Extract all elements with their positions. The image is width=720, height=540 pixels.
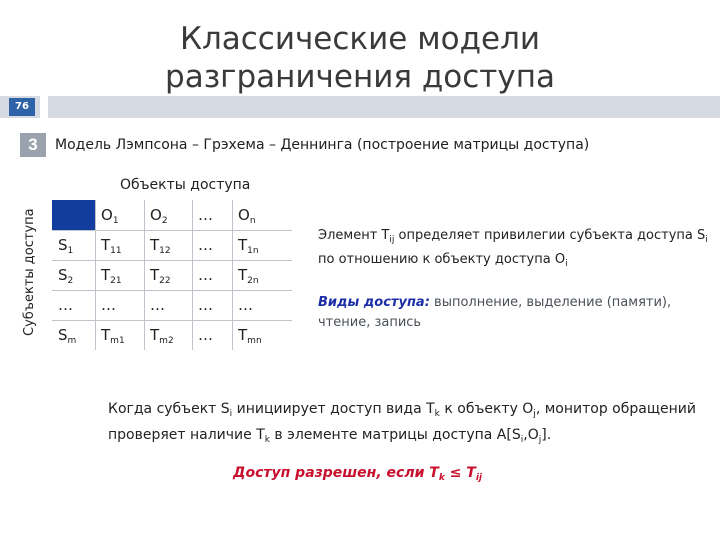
cell-symbol: … bbox=[198, 266, 213, 284]
note-subscript: ij bbox=[389, 235, 395, 245]
section-number-badge: 3 bbox=[20, 133, 46, 157]
cell-symbol: O bbox=[101, 206, 113, 224]
matrix-cell bbox=[238, 230, 259, 260]
matrix-cell bbox=[101, 230, 122, 260]
matrix-header-object bbox=[238, 200, 256, 230]
condition-text: Доступ разрешен, если T bbox=[233, 465, 439, 481]
matrix-row-subject bbox=[58, 260, 73, 290]
cell-symbol: T bbox=[101, 236, 111, 254]
cell-symbol: … bbox=[198, 206, 213, 224]
slide-title-line-2: разграничения доступа bbox=[165, 59, 555, 95]
matrix-cell bbox=[238, 260, 259, 290]
cell-symbol: … bbox=[198, 236, 213, 254]
cell-symbol: T bbox=[238, 266, 248, 284]
matrix-row-divider bbox=[52, 260, 292, 261]
paragraph-text: в элементе матрицы доступа A[S bbox=[269, 427, 521, 443]
access-matrix bbox=[52, 200, 292, 350]
condition-subscript: ij bbox=[475, 473, 483, 483]
matrix-row-subject bbox=[58, 320, 76, 350]
cell-symbol: … bbox=[58, 296, 73, 314]
cell-symbol: … bbox=[198, 296, 213, 314]
cell-index: mn bbox=[247, 336, 262, 346]
cell-index: 1n bbox=[247, 246, 259, 256]
paragraph-subscript: k bbox=[434, 409, 440, 419]
matrix-header-object bbox=[150, 200, 168, 230]
matrix-cell bbox=[150, 230, 171, 260]
matrix-row-divider bbox=[52, 230, 292, 231]
cell-symbol: O bbox=[150, 206, 162, 224]
matrix-column-divider bbox=[192, 200, 193, 350]
matrix-row-divider bbox=[52, 320, 292, 321]
note-text: Элемент T bbox=[318, 228, 390, 243]
paragraph-subscript: k bbox=[264, 435, 270, 445]
matrix-cell bbox=[198, 230, 213, 260]
matrix-column-divider bbox=[95, 200, 96, 350]
paragraph-text: к объекту O bbox=[439, 401, 534, 417]
paragraph-text: Когда субъект S bbox=[108, 401, 230, 417]
paragraph-subscript: j bbox=[533, 409, 536, 419]
objects-axis-label: Объекты доступа bbox=[120, 177, 251, 193]
cell-index: 2 bbox=[161, 216, 168, 226]
matrix-cell bbox=[198, 290, 213, 320]
cell-index: 1 bbox=[112, 216, 119, 226]
subjects-axis-label: Субъекты доступа bbox=[22, 208, 37, 336]
condition-subscript: k bbox=[438, 473, 445, 483]
condition-text: ≤ T bbox=[444, 465, 476, 481]
matrix-cell bbox=[238, 320, 262, 350]
matrix-cell bbox=[101, 290, 116, 320]
cell-symbol: T bbox=[101, 326, 111, 344]
matrix-cell bbox=[101, 260, 122, 290]
slide-number: 76 bbox=[9, 98, 35, 116]
note-text: определяет привилегии субъекта доступа S bbox=[394, 228, 706, 243]
cell-index: m2 bbox=[159, 336, 174, 346]
cell-symbol: T bbox=[150, 236, 160, 254]
monitor-paragraph bbox=[108, 399, 708, 451]
matrix-cell bbox=[150, 260, 171, 290]
paragraph-subscript: i bbox=[520, 435, 524, 445]
access-types-note bbox=[318, 293, 718, 333]
matrix-cell bbox=[198, 260, 213, 290]
section-subtitle: Модель Лэмпсона – Грэхема – Деннинга (построение матрицы доступа) bbox=[55, 137, 590, 153]
cell-symbol: S bbox=[58, 326, 68, 344]
note-subscript: i bbox=[705, 235, 708, 245]
cell-symbol: … bbox=[238, 296, 253, 314]
access-types-list: выполнение, выделение (памяти), чтение, запись bbox=[318, 295, 672, 330]
paragraph-text: ,O bbox=[523, 427, 539, 443]
cell-symbol: T bbox=[150, 326, 160, 344]
cell-index: 2 bbox=[67, 276, 74, 286]
matrix-row-subject bbox=[58, 230, 73, 260]
matrix-header-object bbox=[198, 200, 213, 230]
cell-index: m1 bbox=[110, 336, 125, 346]
cell-index: 11 bbox=[110, 246, 122, 256]
cell-index: m bbox=[67, 336, 77, 346]
matrix-cell bbox=[238, 290, 253, 320]
cell-index: 12 bbox=[159, 246, 171, 256]
cell-index: 21 bbox=[110, 276, 122, 286]
matrix-column-divider bbox=[144, 200, 145, 350]
cell-symbol: S bbox=[58, 236, 68, 254]
cell-index: n bbox=[249, 216, 256, 226]
matrix-cell bbox=[150, 320, 174, 350]
cell-index: 22 bbox=[159, 276, 171, 286]
cell-index: 1 bbox=[67, 246, 74, 256]
paragraph-subscript: j bbox=[538, 435, 542, 445]
cell-symbol: T bbox=[238, 236, 248, 254]
cell-symbol: T bbox=[238, 326, 248, 344]
paragraph-text: ]. bbox=[541, 427, 552, 443]
cell-symbol: T bbox=[101, 266, 111, 284]
matrix-header-object bbox=[101, 200, 119, 230]
element-definition-note bbox=[318, 226, 718, 274]
cell-index: 2n bbox=[247, 276, 259, 286]
cell-symbol: T bbox=[150, 266, 160, 284]
access-types-heading: Виды доступа: bbox=[318, 295, 430, 310]
paragraph-subscript: i bbox=[229, 409, 233, 419]
cell-symbol: O bbox=[238, 206, 250, 224]
note-text: по отношению к объекту доступа O bbox=[318, 252, 566, 267]
header-rule-right bbox=[48, 96, 720, 118]
paragraph-text: инициирует доступ вида T bbox=[232, 401, 435, 417]
cell-symbol: S bbox=[58, 266, 68, 284]
cell-symbol: … bbox=[101, 296, 116, 314]
matrix-row-divider bbox=[52, 290, 292, 291]
slide-title-line-1: Классические модели bbox=[179, 21, 541, 57]
paragraph-text: , монитор обращений проверяет наличие T bbox=[108, 401, 696, 443]
note-subscript: i bbox=[565, 259, 568, 269]
access-condition bbox=[233, 465, 482, 483]
matrix-cell bbox=[198, 320, 213, 350]
slide-title bbox=[0, 20, 720, 96]
cell-symbol: … bbox=[198, 326, 213, 344]
matrix-cell bbox=[150, 290, 165, 320]
matrix-corner-cell bbox=[52, 200, 95, 230]
matrix-cell bbox=[101, 320, 125, 350]
cell-symbol: … bbox=[150, 296, 165, 314]
matrix-row-subject bbox=[58, 290, 73, 320]
matrix-column-divider bbox=[232, 200, 233, 350]
